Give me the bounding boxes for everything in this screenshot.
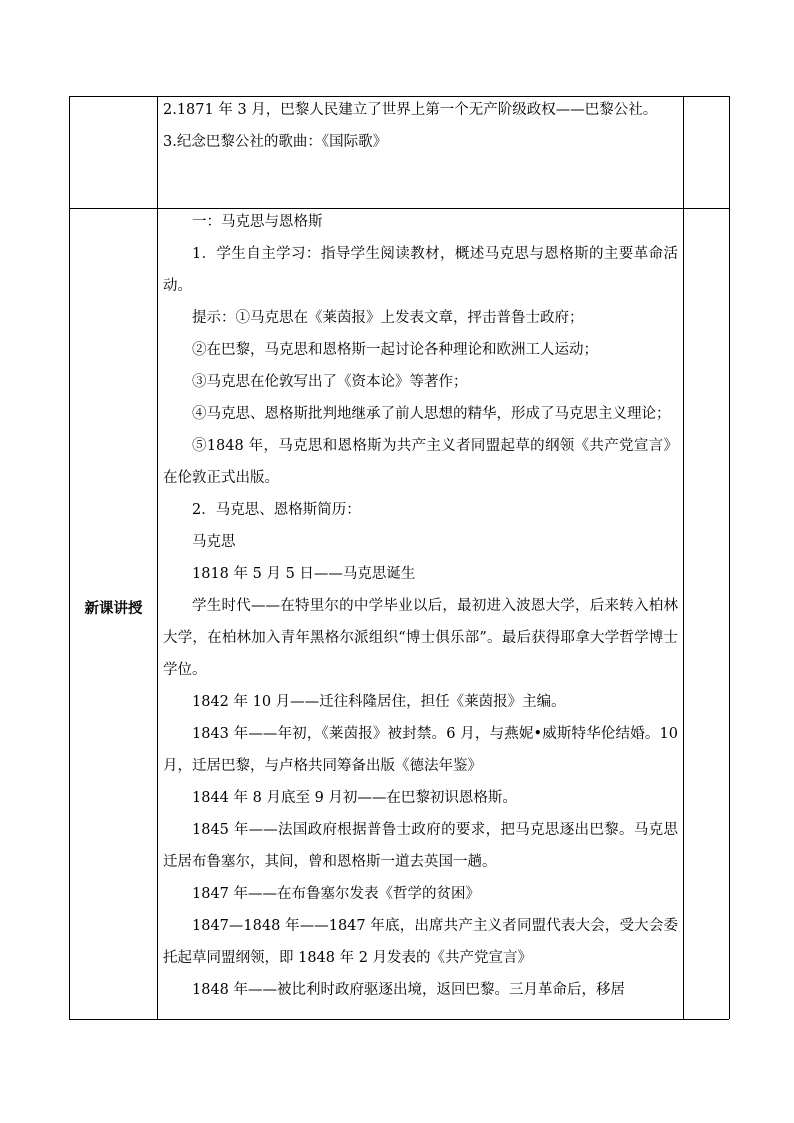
paragraph: 学生时代——在特里尔的中学毕业以后，最初进入波恩大学，后来转入柏林大学，在柏林加入青年黑格尔派组织“博士俱乐部”。最后获得耶拿大学哲学博士学位。 [163, 598, 678, 678]
paragraph: 1842 年 10 月——迁往科隆居住，担任《莱茵报》主编。 [192, 694, 566, 710]
paragraph: 1845 年——法国政府根据普鲁士政府的要求，把马克思逐出巴黎。马克思迁居布鲁塞尔，其间，曾和恩格斯一道去英国一趟。 [163, 822, 678, 870]
section-heading: 一：马克思与恩格斯 [192, 214, 323, 230]
row2-label: 新课讲授 [84, 601, 143, 617]
paragraph: 1848 年——被比利时政府驱逐出境，返回巴黎。三月革命后，移居 [192, 982, 626, 998]
paragraph: 提示：①马克思在《莱茵报》上发表文章，抨击普鲁士政府； [192, 310, 584, 326]
column-divider-1 [157, 96, 158, 1019]
paragraph: 1847—1848 年——1847 年底，出席共产主义者同盟代表大会，受大会委托起草同盟纲领，即 1848 年 2 月发表的《共产党宣言》 [163, 918, 678, 966]
paragraph: ⑤1848 年，马克思和恩格斯为共产主义者同盟起草的纲领《共产党宣言》在伦敦正式出版。 [163, 438, 678, 486]
column-divider-2 [683, 96, 684, 1019]
paragraph: ③马克思在伦敦写出了《资本论》等著作； [192, 374, 468, 390]
paragraph: 1843 年——年初，《莱茵报》被封禁。6 月，与燕妮•威斯特华伦结婚。10 月，迁居巴黎，与卢格共同筹备出版《德法年鉴》 [163, 726, 678, 774]
paragraph: 1．学生自主学习：指导学生阅读教材，概述马克思与恩格斯的主要革命活动。 [163, 246, 678, 294]
paragraph: 1844 年 8 月底至 9 月初——在巴黎初识恩格斯。 [192, 790, 517, 806]
paragraph: 2．马克思、恩格斯简历： [192, 502, 361, 518]
row1-line-1: 2.1871 年 3 月，巴黎人民建立了世界上第一个无产阶级政权——巴黎公社。 [163, 102, 658, 118]
paragraph: ④马克思、恩格斯批判地继承了前人思想的精华，形成了马克思主义理论； [192, 406, 671, 422]
paragraph: 1818 年 5 月 5 日——马克思诞生 [192, 566, 416, 582]
table-bottom-border [69, 1019, 729, 1020]
row1-line-2: 3.纪念巴黎公社的歌曲：《国际歌》 [163, 134, 388, 150]
paragraph: 马克思 [192, 534, 236, 550]
row1-content [163, 94, 678, 158]
paragraph: 1847 年——在布鲁塞尔发表《哲学的贫困》 [192, 886, 481, 902]
row2-content [163, 206, 678, 1006]
table-left-border [69, 96, 70, 1019]
table-right-border [729, 96, 730, 1019]
paragraph: ②在巴黎，马克思和恩格斯一起讨论各种理论和欧洲工人运动； [192, 342, 598, 358]
